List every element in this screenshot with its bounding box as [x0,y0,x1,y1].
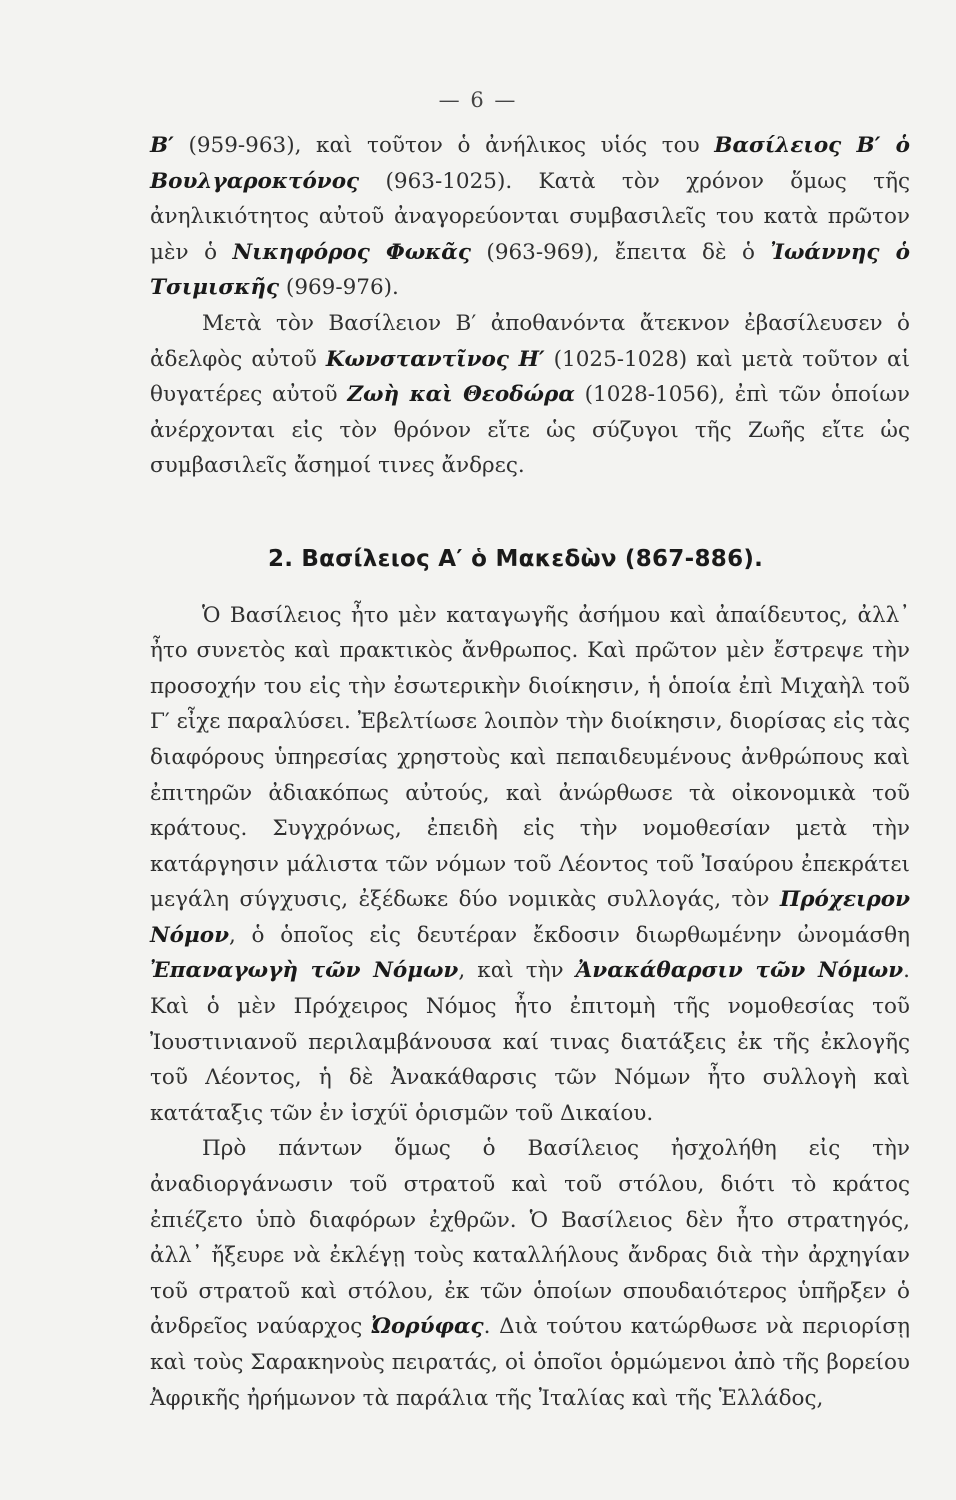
section-years: (867-886). [624,545,764,572]
text-run: . Διὰ τούτου κατώρθωσε νὰ περιορίσῃ καὶ τοὺς Σαρακηνοὺς πειρατάς, οἱ ὁποῖοι ὁρμώμενοι ἀπὸ τῆς βορείου Ἀφρικῆς ἠρήμωνον τὰ παράλια τῆς Ἰταλίας καὶ τῆς Ἑλλάδος, [150,1314,910,1411]
emphasis-law-title: Ἀνακάθαρσιν τῶν Νόμων [575,958,904,984]
paragraph-body-2 [150,1131,910,1416]
emphasis-ruler: Βασίλειος Β′ ὁ Βουλγαροκτόνος [150,133,910,194]
emphasis-ruler: Β′ [150,133,174,158]
text-run: , καὶ τὴν [458,958,576,984]
text-run: (1025-1028) καὶ μετὰ τοῦτον αἱ θυγατέρες αὐτοῦ [150,346,910,408]
text-run: Πρὸ πάντων ὅμως ὁ Βασίλειος ἠσχολήθη εἰς τὴν ἀναδιοργάνωσιν τοῦ στρατοῦ καὶ τοῦ στόλου, διότι τὸ κράτος ἐπιέζετο ὑπὸ διαφόρων ἐχθρῶν. Ὁ Βασίλειος δὲν ἦτο στρατηγός, ἀλλ᾽ ἤξευρε νὰ ἐκλέγῃ τοὺς καταλλήλους ἄνδρας διὰ τὴν ἀρχηγίαν τοῦ στρατοῦ καὶ στόλου, ἐκ τῶν ὁποίων σπουδαιότερος ὑπῆρξεν ὁ ἀνδρεῖος ναύαρχος [150,1136,910,1340]
emphasis-ruler: Νικηφόρος Φωκᾶς [232,239,471,265]
text-run: (959-963), καὶ τοῦτον ὁ ἀνήλικος υἱός του [173,133,715,158]
page-number: — 6 — [438,88,518,112]
text-run: (1028-1056), ἐπὶ τῶν ὁποίων ἀνέρχονται εἰς τὸν θρόνον εἴτε ὡς σύζυγοι τῆς Ζωῆς εἴτε ὡς συμβασιλεῖς ἄσημοί τινες ἄνδρες. [150,382,910,479]
emphasis-ruler: Ζωὴ καὶ Θεοδώρα [347,382,575,408]
emphasis-person: Ὠορύφας [370,1314,484,1340]
text-run: (963-1025). Κατὰ τὸν χρόνον ὅμως τῆς ἀνηλικιότητος αὐτοῦ ἀναγορεύονται συμβασιλεῖς του κατὰ πρῶτον μὲν ὁ [150,168,910,265]
section-number: 2. [268,545,294,572]
emphasis-law-title: Πρόχειρον Νόμον [150,887,910,948]
emphasis-law-title: Ἐπαναγωγὴ τῶν Νόμων [150,958,459,984]
section-title: Βασίλειος Α′ ὁ Μακεδὼν [301,545,617,572]
text-run: , ὁ ὁποῖος εἰς δευτέραν ἔκδοσιν διωρθωμένην ὠνομάσθη [229,922,910,948]
text-run: (963-969), ἔπειτα δὲ ὁ [470,239,771,265]
text-run: Μετὰ τὸν Βασίλειον Β′ ἀποθανόντα ἄτεκνον ἐβασίλευσεν ὁ ἀδελφὸς αὐτοῦ [150,310,910,372]
paragraph-intro-2 [150,306,910,484]
emphasis-ruler: Ἰωάννης ὁ Τσιμισκῆς [150,239,910,301]
text-run: . Καὶ ὁ μὲν Πρόχειρος Νόμος ἦτο ἐπιτομὴ τῆς νομοθεσίας τοῦ Ἰουστινιανοῦ περιλαμβάνουσα καί τινας διατάξεις ἐκ τῆς ἐκλογῆς τοῦ Λέοντος, ἡ δὲ Ἀνακάθαρσις τῶν Νόμων ἦτο συλλογὴ καὶ κατάταξις τῶν ἐν ἰσχύϊ ὁρισμῶν τοῦ Δικαίου. [150,958,911,1126]
section-heading [150,542,910,578]
page-body [150,128,910,1416]
text-run: Ὁ Βασίλειος ἦτο μὲν καταγωγῆς ἀσήμου καὶ ἀπαίδευτος, ἀλλ᾽ ἦτο συνετὸς καὶ πρακτικὸς ἄνθρωπος. Καὶ πρῶτον μὲν ἔστρεψε τὴν προσοχήν του εἰς τὴν ἐσωτερικὴν διοίκησιν, ἡ ὁποία ἐπὶ Μιχαὴλ τοῦ Γ′ εἶχε παραλύσει. Ἐβελτίωσε λοιπὸν τὴν διοίκησιν, διορίσας εἰς τὰς διαφόρους ὑπηρεσίας χρηστοὺς καὶ πεπαιδευμένους ἀνθρώπους καὶ ἐπιτηρῶν ἀδιακόπως αὐτούς, καὶ ἀνώρθωσε τὰ οἰκονομικὰ τοῦ κράτους. Συγχρόνως, ἐπειδὴ εἰς τὴν νομοθεσίαν μετὰ τὴν κατάργησιν μάλιστα τῶν νόμων τοῦ Λέοντος τοῦ Ἰσαύρου ἐπεκράτει μεγάλη σύγχυσις, ἐξέδωκε δύο νομικὰς συλλογάς, τὸν [150,602,910,913]
text-run: (969-976). [279,275,399,301]
emphasis-ruler: Κωνσταντῖνος Η′ [325,346,545,372]
paragraph-intro-1 [150,128,910,306]
paragraph-body-1 [150,598,910,1132]
